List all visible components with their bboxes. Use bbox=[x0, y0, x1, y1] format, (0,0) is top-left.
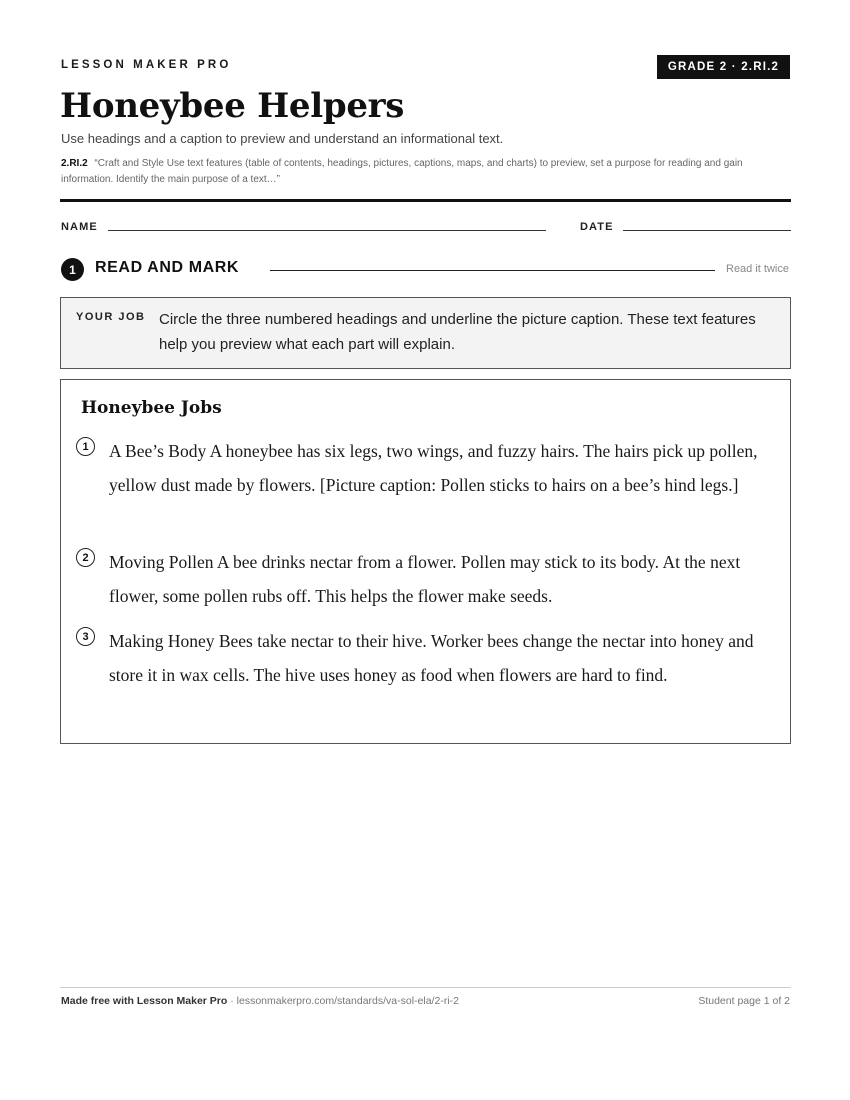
instructions-box bbox=[60, 297, 791, 369]
footer-page-number: Student page 1 of 2 bbox=[698, 995, 790, 1007]
paragraph-text: Moving Pollen A bee drinks nectar from a flower. Pollen may stick to its body. At the next flower, some pollen rubs off. This helps the flower make seeds. bbox=[109, 552, 741, 606]
passage-title: Honeybee Jobs bbox=[81, 398, 222, 418]
paragraph-number-badge: 2 bbox=[76, 548, 95, 567]
grade-badge: GRADE 2 · 2.RI.2 bbox=[657, 55, 790, 79]
page-subtitle: Use headings and a caption to preview and understand an informational text. bbox=[61, 131, 504, 146]
brand-name: LESSON MAKER PRO bbox=[61, 59, 232, 71]
header-divider bbox=[60, 199, 791, 202]
instructions-label: YOUR JOB bbox=[76, 311, 146, 323]
name-field[interactable] bbox=[108, 230, 546, 231]
section-note: Read it twice bbox=[726, 263, 789, 275]
section-title: READ AND MARK bbox=[95, 259, 240, 276]
standard-code: 2.RI.2 bbox=[61, 158, 88, 169]
name-label: NAME bbox=[61, 221, 98, 233]
date-field[interactable] bbox=[623, 230, 791, 231]
footer-url[interactable]: · lessonmakerpro.com/standards/va-sol-ela/2-ri-2 bbox=[227, 995, 459, 1007]
footer-divider bbox=[60, 987, 791, 988]
standard-description bbox=[61, 156, 791, 188]
paragraph-number-badge: 3 bbox=[76, 627, 95, 646]
section-number-badge: 1 bbox=[61, 258, 84, 281]
paragraph-number-badge: 1 bbox=[76, 437, 95, 456]
section-divider bbox=[270, 270, 715, 271]
passage-paragraph bbox=[76, 545, 776, 613]
passage-paragraph bbox=[76, 434, 776, 536]
paragraph-text: A Bee’s Body A honeybee has six legs, two wings, and fuzzy hairs. The hairs pick up pollen, yellow dust made by flowers. [Picture caption: Pollen sticks to hairs on a bee’s hind legs.] bbox=[109, 441, 758, 495]
instructions-text: Circle the three numbered headings and underline the picture caption. These text features help you preview what each part will explain. bbox=[159, 311, 756, 353]
paragraph-text: Making Honey Bees take nectar to their hive. Worker bees change the nectar into honey and store it in wax cells. The hive uses honey as food when flowers are hard to find. bbox=[109, 631, 754, 685]
footer-made-with: Made free with Lesson Maker Pro bbox=[61, 995, 228, 1007]
reading-passage bbox=[60, 379, 791, 744]
page-title: Honeybee Helpers bbox=[60, 86, 405, 126]
footer-credit bbox=[61, 995, 459, 1007]
passage-paragraph bbox=[76, 624, 776, 726]
standard-text: “Craft and Style Use text features (table of contents, headings, pictures, captions, maps, and charts) to preview, set a purpose for reading and gain information. Identify the main purpose of a text…” bbox=[61, 158, 743, 185]
date-label: DATE bbox=[580, 221, 614, 233]
